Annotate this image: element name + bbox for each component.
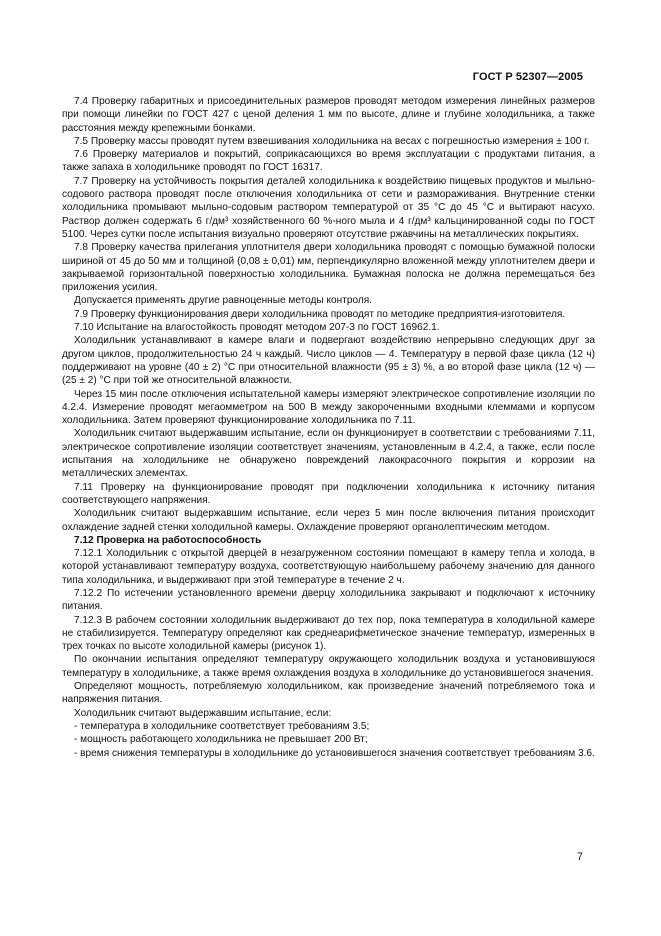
paragraph-7-11-criteria: Холодильник считают выдержавшим испытание, если через 5 мин после включения питания происходит охлаждение задней стенки холодильной камеры. Охлаждение проверяют органолептическим методом. [62, 508, 595, 533]
paragraph-7-12-1: 7.12.1 Холодильник с открытой дверцей в незагруженном состоянии помещают в камеру тепла и холода, в которой устанавливают температуру воздуха, соответствующую наибольшему рабочему значению для данного типа холодильника, и выдерживают при этой температуре в течение 2 ч. [62, 548, 595, 586]
paragraph-7-10: 7.10 Испытание на влагостойкость проводят методом 207-3 по ГОСТ 16962.1. [74, 322, 440, 334]
paragraph-7-10-cycles: Холодильник устанавливают в камере влаги и подвергают воздействию непрерывно следующих друг за другом циклов, продолжительностью 24 ч каждый. Число циклов — 4. Температуру в первой фазе цикла (12 ч) поддерживают на уровне (40 ± 2) °С при относительной влажности (95 ± 3) %, а во второй фазе цикла (12 ч) — (25 ± 2) °С при той же относительной влажности. [62, 335, 595, 387]
standard-header: ГОСТ Р 52307—2005 [472, 71, 583, 83]
paragraph-7-12-3-power: Определяют мощность, потребляемую холодильником, как произведение значений потребляемого тока и напряжения питания. [62, 681, 595, 706]
paragraph-7-8: 7.8 Проверку качества прилегания уплотнителя двери холодильника проводят с помощью бумажной полоски шириной от 45 до 50 мм и толщиной (0,08 ± 0,01) мм, перпендикулярно вложенной между уплотнителем двери и закрываемой горизонтальной поверхностью холодильника. Бумажная полоска не должна перемещаться без приложения усилия. [62, 242, 595, 294]
document-body [62, 95, 595, 760]
paragraph-7-12-3-end: По окончании испытания определяют температуру окружающего холодильник воздуха и установившуюся температуру в холодильнике, а также время охлаждения воздуха в холодильнике до установившегося значения. [62, 654, 595, 679]
paragraph-7-8-note: Допускается применять другие равноценные методы контроля. [74, 295, 372, 307]
paragraph-7-5: 7.5 Проверку массы проводят путем взвешивания холодильника на весах с погрешностью измерения ± 100 г. [74, 135, 590, 147]
list-item: - температура в холодильнике соответствует требованиям 3.5; [74, 720, 370, 732]
paragraph-7-4: 7.4 Проверку габаритных и присоединительных размеров проводят методом измерения линейных размеров при помощи линейки по ГОСТ 427 с ценой деления 1 мм по высоте, длине и глубине холодильника, а также расстояния между крепежными бонками. [62, 96, 595, 134]
paragraph-7-10-criteria: Холодильник считают выдержавшим испытание, если он функционирует в соответствии с требованиями 7.11, электрическое сопротивление изоляции соответствует значениям, установленным в 4.2.4, а также, если после испытания на холодильнике не обнаружено повреждений лакокрасочного покрытия и коррозии на металлических элементах. [62, 428, 595, 480]
page-number: 7 [576, 851, 583, 863]
paragraph-7-12-3-criteria: Холодильник считают выдержавшим испытание, если: [74, 707, 332, 719]
paragraph-7-12-2: 7.12.2 По истечении установленного времени дверцу холодильника закрывают и подключают к источнику питания. [62, 587, 595, 613]
paragraph-7-9: 7.9 Проверку функционирования двери холодильника проводят по методике предприятия-изготовителя. [74, 308, 566, 320]
paragraph-7-7: 7.7 Проверку на устойчивость покрытия деталей холодильника к воздействию пищевых продуктов и мыльно-содового раствора проводят после отключения холодильника от сети и размораживания. Внутренние стенки холодильника промывают мыльно-содовым раствором температурой от 35 °С до 45 °С и вытирают насухо. Раствор должен содержать 6 г/дм³ хозяйственного 60 %-ного мыла и 4 г/дм³ кальцинированной соды по ГОСТ 5100. Через сутки после испытания визуально проверяют отсутствие ржавчины на металлических покрытиях. [62, 175, 595, 240]
list-item: - время снижения температуры в холодильнике до установившегося значения соответствует требованиям 3.6. [74, 747, 595, 759]
section-heading-7-12: 7.12 Проверка на работоспособность [74, 534, 262, 546]
paragraph-7-12-3: 7.12.3 В рабочем состоянии холодильник выдерживают до тех пор, пока температура в холодильной камере не стабилизируется. Температуру определяют как среднеарифметическое значение температур, измеренных в трех точках по высоте холодильной камеры (рисунок 1). [62, 614, 595, 653]
list-item: - мощность работающего холодильника не превышает 200 Вт; [74, 734, 368, 746]
paragraph-7-11: 7.11 Проверку на функционирование проводят при подключении холодильника к источнику питания соответствующего напряжения. [62, 481, 595, 506]
paragraph-7-10-measure: Через 15 мин после отключения испытательной камеры измеряют электрическое сопротивление изоляции по 4.2.4. Измерение проводят мегаомметром на 500 В между закороченными входными клеммами и корпусом холодильника. Затем проверяют функционирование холодильника по 7.11. [62, 388, 595, 427]
paragraph-7-6: 7.6 Проверку материалов и покрытий, соприкасающихся во время эксплуатации с продуктами питания, а также запаха в холодильнике проводят по ГОСТ 16317. [62, 149, 595, 174]
